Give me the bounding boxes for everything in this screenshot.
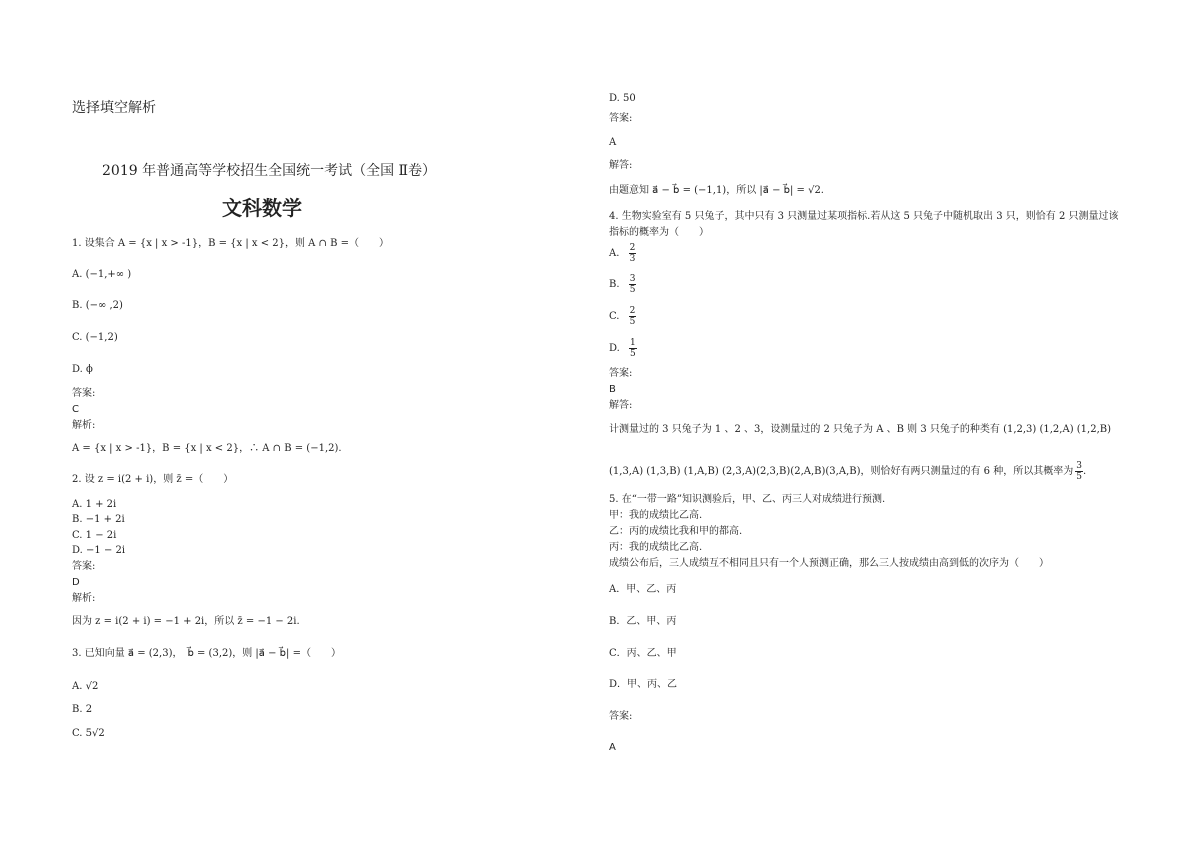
q2-answer: D: [72, 577, 80, 588]
q2-stem: 2. 设 z = i(2 + i)，则 z̄ =（ ）: [72, 474, 234, 485]
q4-option-d-letter: D.: [609, 342, 620, 354]
q5-option-c: C．丙、乙、甲: [609, 648, 677, 659]
q1-option-c: C. (−1,2): [72, 332, 118, 343]
q4-stem-line1: 4. 生物实验室有 5 只兔子，其中只有 3 只测量过某项指标.若从这 5 只兔子中随机取出 3 只，则恰有 2 只测量过该: [609, 211, 1119, 222]
q4-option-d-fraction: [629, 338, 637, 359]
q5-option-d: D．甲、丙、乙: [609, 679, 678, 690]
q5-yi: 乙：丙的成绩比我和甲的都高.: [609, 526, 743, 537]
q5-answer: A: [609, 742, 616, 753]
doc-label: 选择填空解析: [72, 100, 156, 116]
q4-analysis-label: 解答:: [609, 400, 633, 411]
q2-option-d: D. −1 − 2i: [72, 545, 126, 556]
q4-option-b: [609, 274, 636, 295]
q4-option-d-den: 5: [630, 349, 636, 359]
q4-option-a-num: 2: [629, 243, 636, 253]
q3-option-d: D. 50: [609, 93, 636, 104]
q3-option-b: B. 2: [72, 704, 93, 715]
q5-stem: 5. 在“一带一路”知识测验后，甲、乙、丙三人对成绩进行预测.: [609, 494, 886, 505]
q4-option-b-fraction: [629, 274, 637, 295]
q5-answer-label: 答案:: [609, 711, 633, 722]
subject-title: 文科数学: [222, 196, 302, 220]
q1-answer-label: 答案:: [72, 388, 96, 399]
q2-answer-label: 答案:: [72, 561, 96, 572]
q3-answer-label: 答案:: [609, 113, 633, 124]
q4-answer: B: [609, 384, 616, 395]
q1-option-d: D. ϕ: [72, 364, 93, 375]
q4-option-d: [609, 338, 637, 359]
q4-option-d-num: 1: [630, 338, 636, 348]
q1-answer: C: [72, 404, 79, 415]
q1-analysis: A = {x | x > -1}，B = {x | x < 2}，∴ A ∩ B = (−1,2).: [72, 443, 342, 454]
q2-analysis-label: 解析:: [72, 593, 96, 604]
q4-option-a: [609, 243, 636, 264]
left-column: [72, 0, 602, 849]
q1-option-b: B. (−∞ ,2): [72, 300, 123, 311]
q3-stem: 3. 已知向量 a⃗ = (2,3)， b⃗ = (3,2)，则 |a⃗ − b⃗| =（ ）: [72, 648, 341, 659]
q4-option-c-fraction: [629, 306, 637, 327]
q3-analysis-label: 解答:: [609, 160, 633, 171]
q1-stem: 1. 设集合 A = {x | x > -1}，B = {x | x < 2}，则 A ∩ B =（ ）: [72, 238, 390, 249]
q4-option-c-num: 2: [629, 306, 636, 316]
q5-bing: 丙：我的成绩比乙高.: [609, 542, 703, 553]
q3-answer: A: [609, 137, 617, 148]
q1-option-a: A. (−1,+∞ ): [72, 269, 132, 280]
q4-analysis-line1: 计测量过的 3 只兔子为 1 、2 、3，设测量过的 2 只兔子为 A 、B 则 3 只兔子的种类有 (1,2,3) (1,2,A) (1,2,B): [609, 424, 1112, 435]
q5-jia: 甲：我的成绩比乙高.: [609, 510, 703, 521]
q4-analysis-line2-text: (1,3,A) (1,3,B) (1,A,B) (2,3,A)(2,3,B)(2,A,B)(3,A,B)，则恰好有两只测量过的有 6 种，所以其概率为: [609, 466, 1074, 477]
q4-option-b-letter: B.: [609, 278, 620, 290]
q3-option-c: C. 5√2: [72, 728, 105, 739]
q4-analysis-frac-num: 3: [1076, 461, 1082, 471]
q2-option-c: C. 1 − 2i: [72, 530, 117, 541]
q4-analysis-fraction: [1075, 461, 1083, 482]
exam-title: 2019 年普通高等学校招生全国统一考试（全国 Ⅱ卷）: [102, 163, 437, 179]
q4-answer-label: 答案:: [609, 368, 633, 379]
q5-option-b: B．乙、甲、丙: [609, 616, 677, 627]
q4-option-c-den: 5: [629, 317, 636, 327]
q3-option-a: A. √2: [72, 681, 99, 692]
q4-analysis-line2: (1,3,A) (1,3,B) (1,A,B) (2,3,A)(2,3,B)(2,A,B)(3,A,B)，则恰好有两只测量过的有 6 种，所以其概率为 $\frac{3}{5}$ .: [609, 461, 1087, 482]
q4-option-a-fraction: [629, 243, 637, 264]
q4-stem-line2: 指标的概率为（ ）: [609, 227, 709, 238]
q1-analysis-label: 解析:: [72, 420, 96, 431]
q2-analysis: 因为 z = i(2 + i) = −1 + 2i，所以 z̄ = −1 − 2i.: [72, 616, 300, 627]
q2-option-a: A. 1 + 2i: [72, 499, 117, 510]
q5-question: 成绩公布后，三人成绩互不相同且只有一个人预测正确，那么三人按成绩由高到低的次序为（ ）: [609, 558, 1049, 569]
q4-option-b-den: 5: [629, 285, 636, 295]
q4-analysis-frac-den: 5: [1076, 472, 1082, 482]
right-column: [609, 0, 1139, 849]
q2-option-b: B. −1 + 2i: [72, 514, 125, 525]
q4-option-b-num: 3: [629, 274, 636, 284]
q4-option-a-den: 3: [629, 254, 636, 264]
q3-analysis: 由题意知 a⃗ − b⃗ = (−1,1)，所以 |a⃗ − b⃗| = √2.: [609, 185, 824, 196]
q4-option-c: [609, 306, 636, 327]
q4-option-c-letter: C.: [609, 310, 620, 322]
q4-option-a-letter: A.: [609, 247, 620, 259]
q5-option-a: A．甲、乙、丙: [609, 584, 677, 595]
